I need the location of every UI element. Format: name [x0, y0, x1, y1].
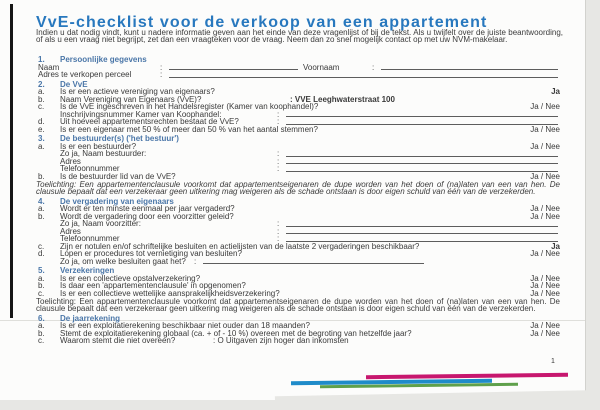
fill-line [277, 158, 560, 166]
question-text: Is de VvE ingeschreven in het Handelsregister (Kamer van koophandel)? [60, 102, 319, 111]
section-title: Verzekeringen [60, 266, 115, 276]
note-text: Toelichting: Een appartementenclausule voorkomt dat appartementseigenaren de dupe worden van het doen of (na)laten van een van hen. De clausule bepaalt dat een verzekeraar geen uitkering mag weigeren als de schade ontstaan is door eigen schuld van één van de verzekerden. [36, 180, 560, 196]
fill-line [277, 118, 560, 126]
question-letter: a. [38, 273, 45, 283]
question-text: Wordt er ten minste eenmaal per jaar vergaderd? [60, 204, 235, 214]
question-text: Naam Vereniging van Eigenaars (VvE)? [60, 94, 202, 104]
question-row [36, 173, 560, 181]
question-text: Is daar een 'appartementenclausule' in opgenomen? [60, 281, 246, 291]
section-number: 5. [38, 266, 45, 276]
answer-text: Ja / Nee [530, 281, 560, 291]
question-letter: a. [38, 141, 45, 151]
answer-text: Ja / Nee [530, 328, 560, 338]
blank-line [169, 69, 298, 70]
field-row-naam-bestuurder [36, 150, 560, 158]
answer-text: Ja [551, 241, 560, 251]
scan-artifact-line [10, 4, 13, 318]
field-label: Telefoonnummer [60, 164, 120, 173]
question-letter: d. [38, 117, 45, 126]
section-number: 4. [38, 196, 45, 206]
section-heading-1 [36, 56, 560, 64]
blank-line [286, 171, 558, 172]
question-letter: d. [38, 249, 45, 259]
fill-line [160, 71, 560, 79]
answer-text: Ja / Nee [530, 288, 560, 298]
field-label: Voornaam [303, 62, 340, 72]
question-text: Is er een bestuurder? [60, 141, 137, 151]
answer-value: : VVE Leeghwaterstraat 100 [290, 94, 395, 104]
field-label: Zo ja, om welke besluiten gaat het? [60, 256, 186, 266]
question-text: Is er een eigenaar met 50 % of meer dan 50 % van het aantal stemmen? [60, 124, 318, 134]
section-number: 3. [38, 134, 45, 143]
form-content [36, 54, 560, 345]
question-text: Is er een collectieve opstalverzekering? [60, 273, 201, 283]
blank-line [286, 124, 558, 125]
answer-text: Ja / Nee [530, 273, 560, 283]
section-number: 2. [38, 79, 45, 89]
question-text: Is er een collectieve wettelijke aansprakelijkheidsverzekering? [60, 288, 280, 298]
question-text: Lopen er procedures tot vernietiging van besluiten? [60, 249, 242, 259]
question-text: Zijn er notulen en/of schriftelijke besluiten en actielijsten van de laatste 2 vergaderingen beschikbaar? [60, 241, 420, 251]
answer-text: Ja [551, 87, 560, 96]
question-letter: b. [38, 211, 45, 221]
fill-line [277, 150, 560, 158]
question-letter: c. [38, 241, 45, 251]
question-row [36, 337, 560, 345]
field-row-naam-voorzitter [36, 220, 560, 228]
field-label: Inschrijvingsnummer Kamer van Koophandel: [60, 109, 222, 119]
answer-value: : O Uitgaven zijn hoger dan inkomsten [213, 336, 349, 346]
note-text: Toelichting: Een appartementenclausule voorkomt dat appartementseigenaren de dupe worden van het doen of (na)laten van een van hen. De clausule bepaalt dat een verzekeraar geen uitkering mag weigeren als de schade ontstaan is door eigen schuld van één van de verzekerden. [36, 297, 560, 313]
fill-line [277, 111, 560, 119]
field-label: Zo ja, Naam voorzitter: [60, 219, 141, 229]
fill-line [277, 165, 560, 173]
fill-line [372, 64, 560, 72]
field-row-welke-besluiten [36, 258, 560, 266]
field-label: Adres te verkopen perceel [38, 70, 132, 79]
question-letter: b. [38, 171, 45, 181]
question-text: Is er een exploitatierekening beschikbaar niet ouder dan 18 maanden? [60, 321, 310, 331]
answer-text: Ja / Nee [530, 249, 560, 259]
fill-line [277, 220, 560, 228]
question-letter: c. [38, 336, 45, 346]
answer-text: Ja / Nee [530, 102, 560, 111]
section-title: De vergadering van eigenaars [60, 196, 174, 206]
field-label: Adres [60, 226, 81, 236]
page-number: 1 [551, 358, 555, 365]
blank-line [286, 116, 558, 117]
question-letter: a. [38, 321, 45, 331]
field-label: Naam [38, 62, 60, 72]
question-text: Is de bestuurder lid van de VvE? [60, 171, 176, 181]
answer-text: Ja / Nee [530, 171, 560, 181]
fill-line [194, 258, 426, 266]
question-text: Stemt de exploitatierekening globaal (ca. + of - 10 %) overeen met de begroting van hetzelfde jaar? [60, 328, 412, 338]
question-text: Waarom stemt die niet overeen? [60, 336, 176, 346]
field-label: Adres [60, 156, 81, 166]
blank-line [286, 226, 558, 227]
section-title: Persoonlijke gegevens [60, 55, 147, 64]
question-letter: c. [38, 288, 45, 298]
blank-line [169, 77, 558, 78]
blank-line [203, 263, 424, 264]
question-row [36, 290, 560, 298]
blank-line [286, 156, 558, 157]
question-letter: c. [38, 102, 45, 111]
field-label: Telefoonnummer [60, 234, 120, 244]
question-letter: b. [38, 94, 45, 104]
blank-line [286, 233, 558, 234]
section-number: 1. [38, 55, 45, 64]
page-title: VvE-checklist voor de verkoop van een appartement [36, 13, 488, 31]
section-number: 6. [38, 313, 45, 323]
question-letter: b. [38, 281, 45, 291]
fill-line [277, 228, 560, 236]
question-letter: a. [38, 87, 45, 96]
section-title: De bestuurder(s) ('het bestuur') [60, 134, 179, 143]
question-letter: a. [38, 204, 45, 214]
field-label: Zo ja, Naam bestuurder: [60, 149, 147, 158]
fill-line [160, 64, 300, 72]
section-title: De VvE [60, 79, 88, 89]
answer-text: Ja / Nee [530, 211, 560, 221]
question-text: Uit hoeveel appartementsrechten bestaat de VvE? [60, 117, 239, 126]
answer-text: Ja / Nee [530, 141, 560, 151]
answer-text: Ja / Nee [530, 204, 560, 214]
answer-text: Ja / Nee [530, 124, 560, 134]
question-letter: b. [38, 328, 45, 338]
blank-line [286, 163, 558, 164]
answer-text: Ja / Nee [530, 321, 560, 331]
field-row-adres-perceel [36, 71, 560, 79]
question-row [36, 126, 560, 134]
intro-text: Indien u dat nodig vindt, kunt u nadere informatie geven aan het einde van deze vragenlijst of bij de tekst. Als u twijfelt over de juiste beantwoording, of als u een vraag niet begrijpt, zet dan een vraagteken voor de vraag. Neem dan zo snel mogelijk contact op met uw NVM-makelaar. [36, 28, 563, 44]
blank-line [381, 69, 558, 70]
question-text: Wordt de vergadering door een voorzitter geleid? [60, 211, 234, 221]
question-letter: e. [38, 124, 45, 134]
section-title: De jaarrekening [60, 313, 121, 323]
question-text: Is er een actieve vereniging van eigenaars? [60, 87, 215, 96]
